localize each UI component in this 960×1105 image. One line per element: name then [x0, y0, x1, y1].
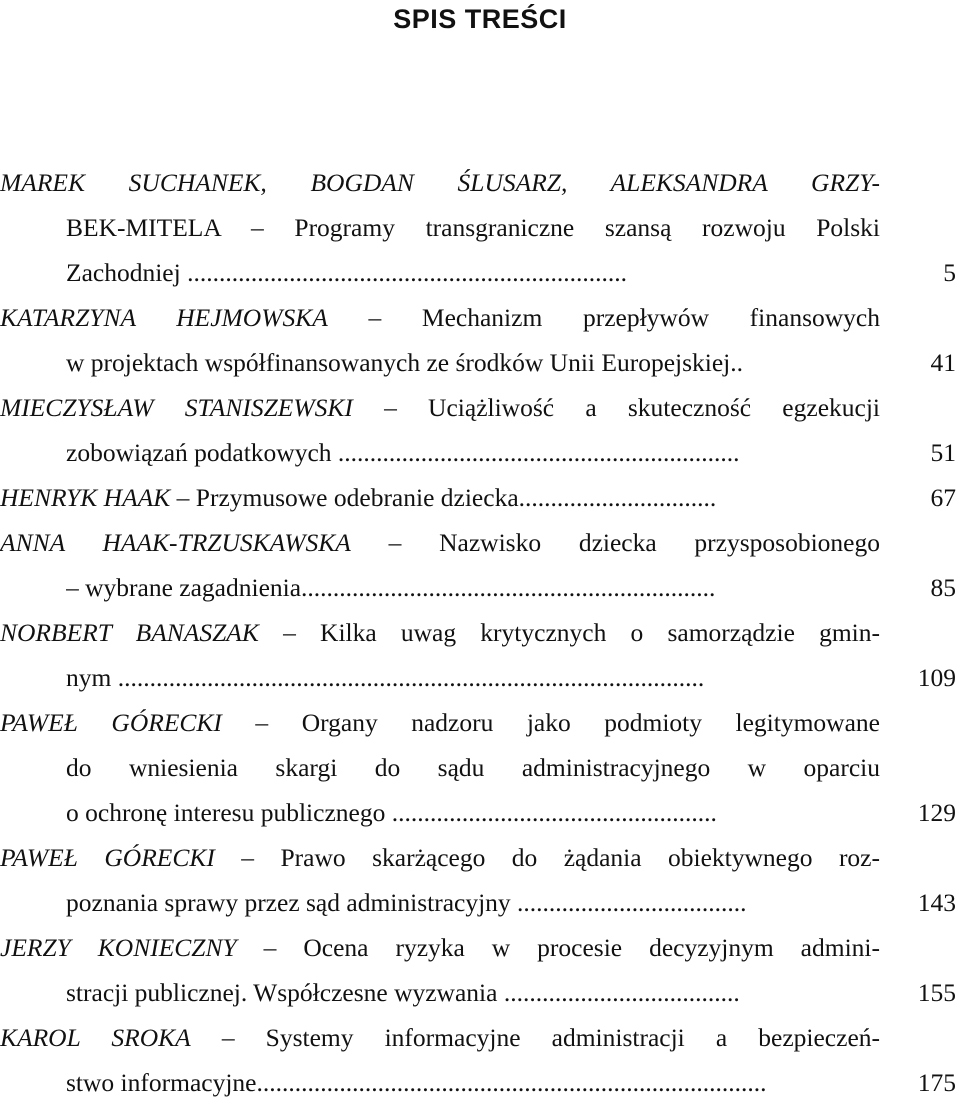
- page-number: 155: [917, 978, 956, 1007]
- entry-line: HENRYK HAAK – Przymusowe odebranie dziecka...............................: [0, 483, 717, 512]
- page-number: 41: [930, 348, 956, 377]
- entry-line: KATARZYNA HEJMOWSKA – Mechanizm przepływów finansowych: [0, 303, 880, 332]
- author-name: KAROL SROKA: [0, 1023, 191, 1052]
- author-name: ANNA HAAK-TRZUSKAWSKA: [0, 528, 351, 557]
- entry-line: PAWEŁ GÓRECKI – Prawo skarżącego do żądania obiektywnego roz-: [0, 843, 880, 872]
- author-name: MIECZYSŁAW STANISZEWSKI: [0, 393, 353, 422]
- author-name: PAWEŁ GÓRECKI: [0, 843, 215, 872]
- page-number: 109: [917, 663, 956, 692]
- page-number: 5: [943, 258, 956, 287]
- author-name: JERZY KONIECZNY: [0, 933, 237, 962]
- toc-entry: [0, 475, 960, 520]
- author-name: KATARZYNA HEJMOWSKA: [0, 303, 328, 332]
- page-number: 85: [930, 573, 956, 602]
- entry-line: w projektach współfinansowanych ze środków Unii Europejskiej..: [66, 348, 744, 377]
- entry-line: zobowiązań podatkowych ...............................................................: [66, 438, 740, 467]
- toc-entry: [0, 925, 960, 1015]
- toc-entry: [0, 520, 960, 610]
- entry-line: Zachodniej .....................................................................: [66, 258, 627, 287]
- entry-line: KAROL SROKA – Systemy informacyjne administracji a bezpieczeń-: [0, 1023, 880, 1052]
- entry-line: MIECZYSŁAW STANISZEWSKI – Uciążliwość a skuteczność egzekucji: [0, 393, 880, 422]
- entry-line: – wybrane zagadnienia.................................................................: [66, 573, 716, 602]
- page-title: SPIS TREŚCI: [393, 4, 567, 34]
- entry-line: poznania sprawy przez sąd administracyjny ....................................: [66, 888, 747, 917]
- page-number: 51: [930, 438, 956, 467]
- entry-line: JERZY KONIECZNY – Ocena ryzyka w procesie decyzyjnym admini-: [0, 933, 880, 962]
- page-number: 143: [917, 888, 956, 917]
- toc-entry: [0, 295, 960, 385]
- toc-entry: [0, 160, 960, 295]
- author-name: HENRYK HAAK: [0, 483, 171, 512]
- page-number: 129: [917, 798, 956, 827]
- entry-line: do wniesienia skargi do sądu administracyjnego w oparciu: [66, 753, 880, 782]
- toc-entry: [0, 835, 960, 925]
- author-name: MAREK SUCHANEK, BOGDAN ŚLUSARZ, ALEKSANDRA GRZY-: [0, 168, 880, 197]
- entry-line: [0, 160, 880, 205]
- page-number: 67: [930, 483, 956, 512]
- entry-line: stracji publicznej. Współczesne wyzwania .....................................: [66, 978, 740, 1007]
- author-name: PAWEŁ GÓRECKI: [0, 708, 222, 737]
- entry-line: nym ............................................................................................: [66, 663, 705, 692]
- entry-line: NORBERT BANASZAK – Kilka uwag krytycznych o samorządzie gmin-: [0, 618, 880, 647]
- toc-entry: [0, 1015, 960, 1105]
- page-number: 175: [917, 1068, 956, 1097]
- entry-line: o ochronę interesu publicznego ...................................................: [66, 798, 717, 827]
- table-of-contents: [0, 160, 960, 1105]
- entry-line: ANNA HAAK-TRZUSKAWSKA – Nazwisko dziecka przysposobionego: [0, 528, 880, 557]
- toc-entry: [0, 700, 960, 835]
- author-name: NORBERT BANASZAK: [0, 618, 259, 647]
- entry-line: BEK-MITELA – Programy transgraniczne szansą rozwoju Polski: [66, 213, 880, 242]
- toc-entry: [0, 385, 960, 475]
- entry-line: PAWEŁ GÓRECKI – Organy nadzoru jako podmioty legitymowane: [0, 708, 880, 737]
- entry-line: stwo informacyjne................................................................................: [66, 1068, 767, 1097]
- toc-entry: [0, 610, 960, 700]
